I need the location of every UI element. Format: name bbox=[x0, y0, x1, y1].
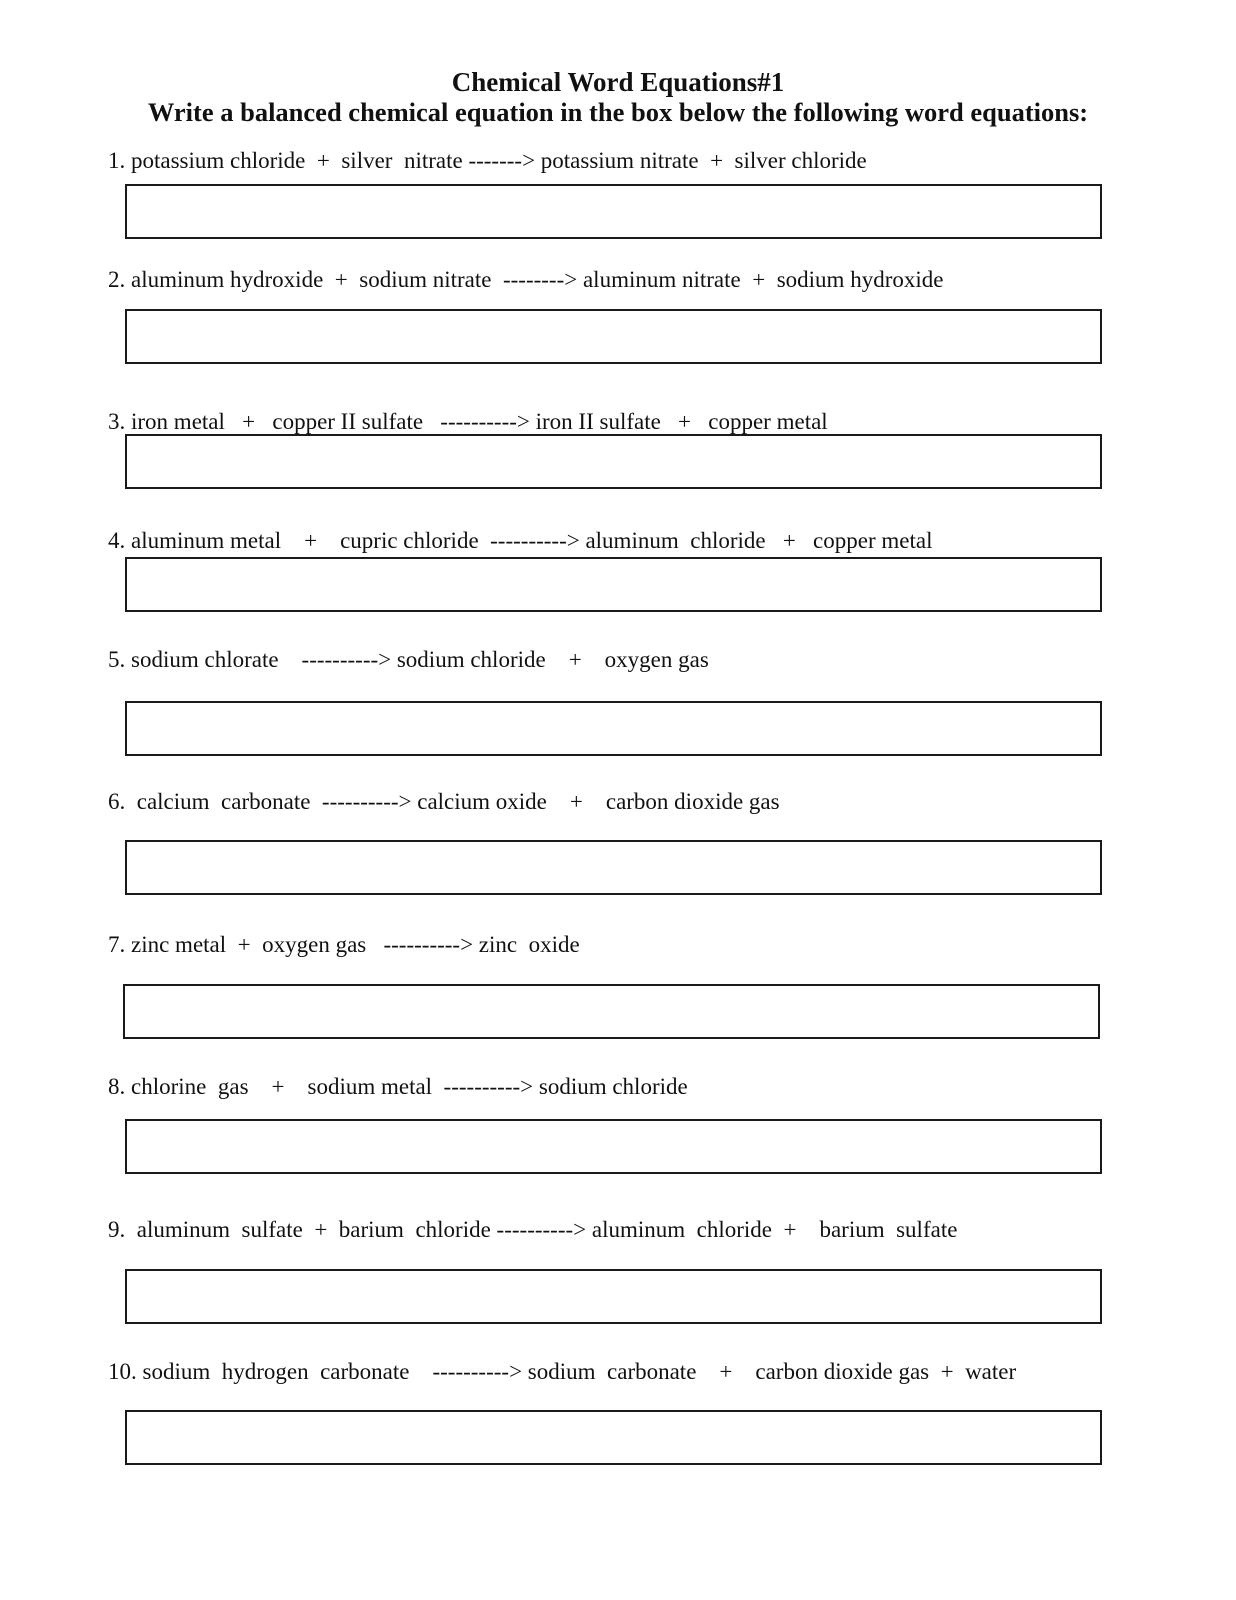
answer-box-10[interactable] bbox=[125, 1410, 1102, 1465]
equation-10: 10. sodium hydrogen carbonate ----------> sodium carbonate + carbon dioxide gas + water bbox=[108, 1359, 1017, 1384]
equation-1: 1. potassium chloride + silver nitrate -------> potassium nitrate + silver chloride bbox=[108, 148, 867, 173]
answer-box-5[interactable] bbox=[125, 701, 1102, 756]
equation-4: 4. aluminum metal + cupric chloride ----------> aluminum chloride + copper metal bbox=[108, 528, 933, 553]
equation-7: 7. zinc metal + oxygen gas ----------> zinc oxide bbox=[108, 932, 580, 957]
answer-box-8[interactable] bbox=[125, 1119, 1102, 1174]
equation-5: 5. sodium chlorate ----------> sodium chloride + oxygen gas bbox=[108, 647, 709, 672]
answer-box-4[interactable] bbox=[125, 557, 1102, 612]
answer-box-6[interactable] bbox=[125, 840, 1102, 895]
answer-box-3[interactable] bbox=[125, 434, 1102, 489]
equation-6: 6. calcium carbonate ----------> calcium oxide + carbon dioxide gas bbox=[108, 789, 780, 814]
answer-box-7[interactable] bbox=[123, 984, 1100, 1039]
answer-box-9[interactable] bbox=[125, 1269, 1102, 1324]
equation-9: 9. aluminum sulfate + barium chloride ----------> aluminum chloride + barium sulfate bbox=[108, 1217, 958, 1242]
equation-8: 8. chlorine gas + sodium metal ----------> sodium chloride bbox=[108, 1074, 688, 1099]
answer-box-1[interactable] bbox=[125, 184, 1102, 239]
equation-3: 3. iron metal + copper II sulfate ----------> iron II sulfate + copper metal bbox=[108, 409, 828, 434]
worksheet-instructions: Write a balanced chemical equation in the box below the following word equations: bbox=[147, 97, 1089, 127]
worksheet-title: Chemical Word Equations#1 bbox=[451, 67, 785, 97]
answer-box-2[interactable] bbox=[125, 309, 1102, 364]
equation-2: 2. aluminum hydroxide + sodium nitrate --------> aluminum nitrate + sodium hydroxide bbox=[108, 267, 944, 292]
